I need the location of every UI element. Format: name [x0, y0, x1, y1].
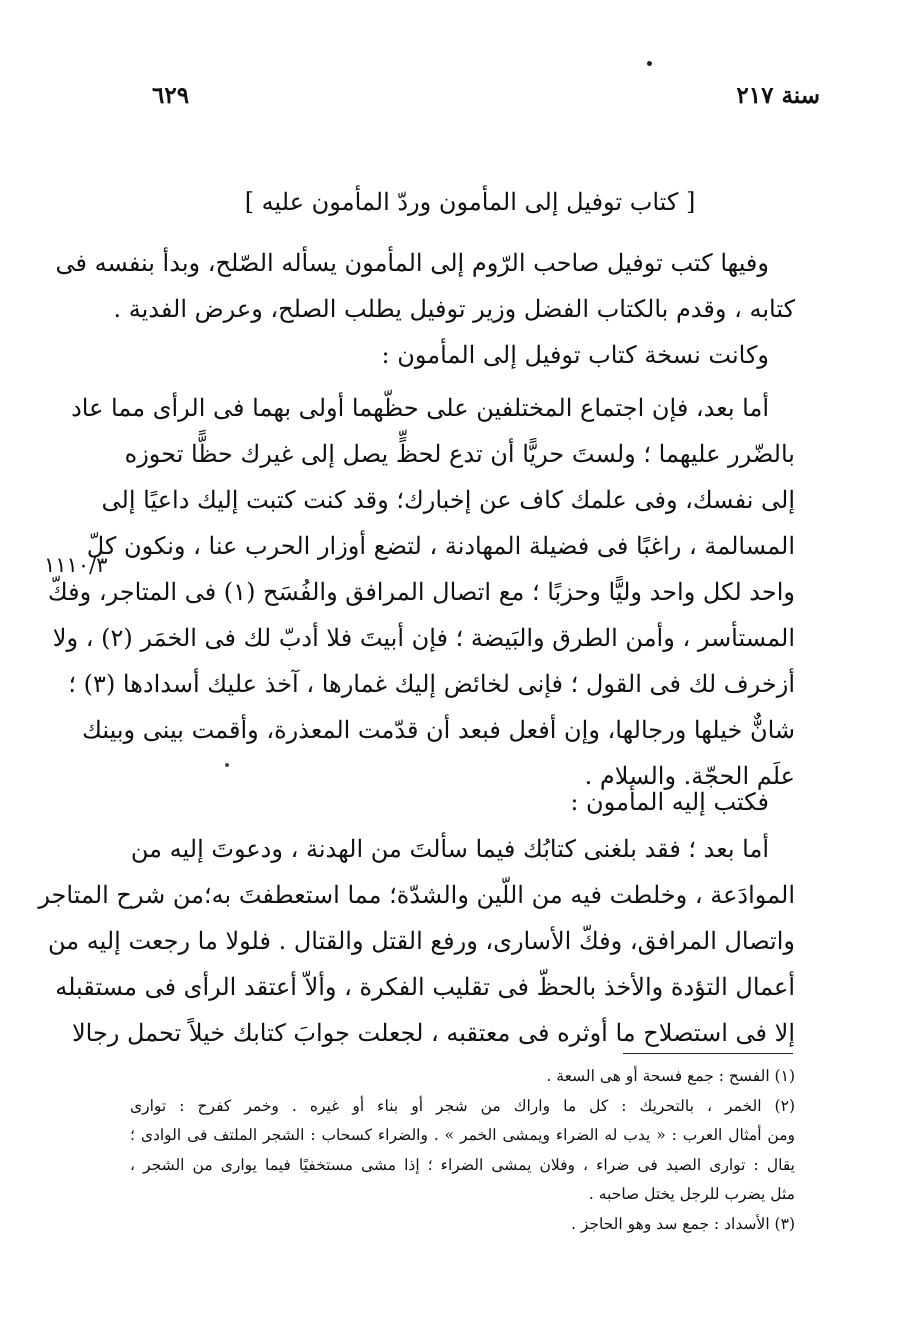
text-line: واتصال المرافق، وفكّ الأسارى، ورفع القتل والقتال . فلولا ما رجعت إليه من [48, 927, 795, 955]
text-line: أزخرف لك فى القول ؛ فإنى لخائض إليك غمارها ، آخذ عليك أسدادها (٣) ؛ [68, 670, 795, 698]
text-line: أما بعد ؛ فقد بلغنى كتابُك فيما سألتَ من الهدنة ، ودعوتَ إليه من [130, 835, 769, 863]
text-line: إلى نفسك، وفى علمك كاف عن إخبارك؛ وقد كنت كتبت إليك داعيًا إلى [101, 486, 795, 514]
footnote-2-cont: ومن أمثال العرب : « يدب له الضراء ويمشى الخمر » . والضراء كسحاب : الشجر الملتف فى الوادى ؛ [130, 1126, 795, 1144]
mamun-reply [38, 826, 795, 1056]
running-header-year: سنة ٢١٧ [736, 82, 820, 109]
text-line: فكتب إليه المأمون : [570, 788, 769, 816]
footnotes [130, 1062, 795, 1239]
text-line: الموادَعة ، وخلطت فيه من اللّين والشدّة؛ مما استعطفتَ به؛من شرح المتاجر [38, 881, 795, 909]
text-line: أما بعد، فإن اجتماع المختلفين على حظّهما أولى بهما فى الرأى مما عاد [71, 394, 769, 422]
footnote-2-cont: يقال : توارى الصيد فى ضراء ، وفلان يمشى الضراء ؛ إذا مشى مستخفيًا فيما يوارى من الشجر ، [130, 1155, 795, 1174]
footnote-1: (١) الفسح : جمع فسحة أو هى السعة . [546, 1067, 795, 1085]
text-line: أعمال التؤدة والأخذ بالحظّ فى تقليب الفكرة ، وألاّ أعتقد الرأى فى مستقبله [55, 973, 795, 1001]
text-line: إلا فى استصلاح ما أوثره فى معتقبه ، لجعلت جوابَ كتابك خيلاً تحمل رجالا [71, 1019, 795, 1047]
text-line: وفيها كتب توفيل صاحب الرّوم إلى المأمون يسأله الصّلح، وبدأ بنفسه فى [55, 249, 769, 277]
mamun-intro [140, 779, 795, 825]
text-line: المسالمة ، راغبًا فى فضيلة المهادنة ، لتضع أوزار الحرب عنا ، ونكون كلّ [86, 532, 795, 560]
footnote-2-cont: مثل يضرب للرجل يختل صاحبه . [588, 1185, 795, 1203]
text-line: وكانت نسخة كتاب توفيل إلى المأمون : [381, 341, 769, 369]
text-line: واحد لكل واحد وليًّا وحزبًا ؛ مع اتصال المرافق والفُسَح (١) فى المتاجر، وفكّ [47, 578, 795, 606]
margin-reference: ١١١٠/٣ [44, 553, 108, 577]
section-title: [ كتاب توفيل إلى المأمون وردّ المأمون عليه ] [244, 188, 696, 216]
footnote-2: (٢) الخمر ، بالتحريك : كل ما واراك من شجر أو بناء أو غيره . وخمر كفرح : توارى [130, 1096, 795, 1115]
text-line: شانٌّ خيلها ورجالها، وإن أفعل فبعد أن قدّمت المعذرة، وأقمت بينى وبينك [82, 716, 795, 744]
ink-dot [647, 61, 652, 66]
text-line: علَم الحجّة. والسلام . [584, 762, 795, 790]
footnote-3: (٣) الأسداد : جمع سد وهو الحاجز . [570, 1214, 795, 1233]
text-line: كتابه ، وقدم بالكتاب الفضل وزير توفيل يطلب الصلح، وعرض الفدية . [113, 295, 795, 323]
page-number: ٦٢٩ [152, 82, 190, 109]
text-line: المستأسر ، وأمن الطرق والبَيضة ؛ فإن أبيتَ فلا أدبّ لك فى الخمَر (٢) ، ولا [52, 624, 795, 652]
text-line: بالضّرر عليهما ؛ ولستَ حريًّا أن تدع لحظٍّ يصل إلى غيرك حظًّا تحوزه [124, 440, 795, 468]
footnote-divider [623, 1053, 793, 1054]
intro-paragraph [55, 240, 795, 378]
